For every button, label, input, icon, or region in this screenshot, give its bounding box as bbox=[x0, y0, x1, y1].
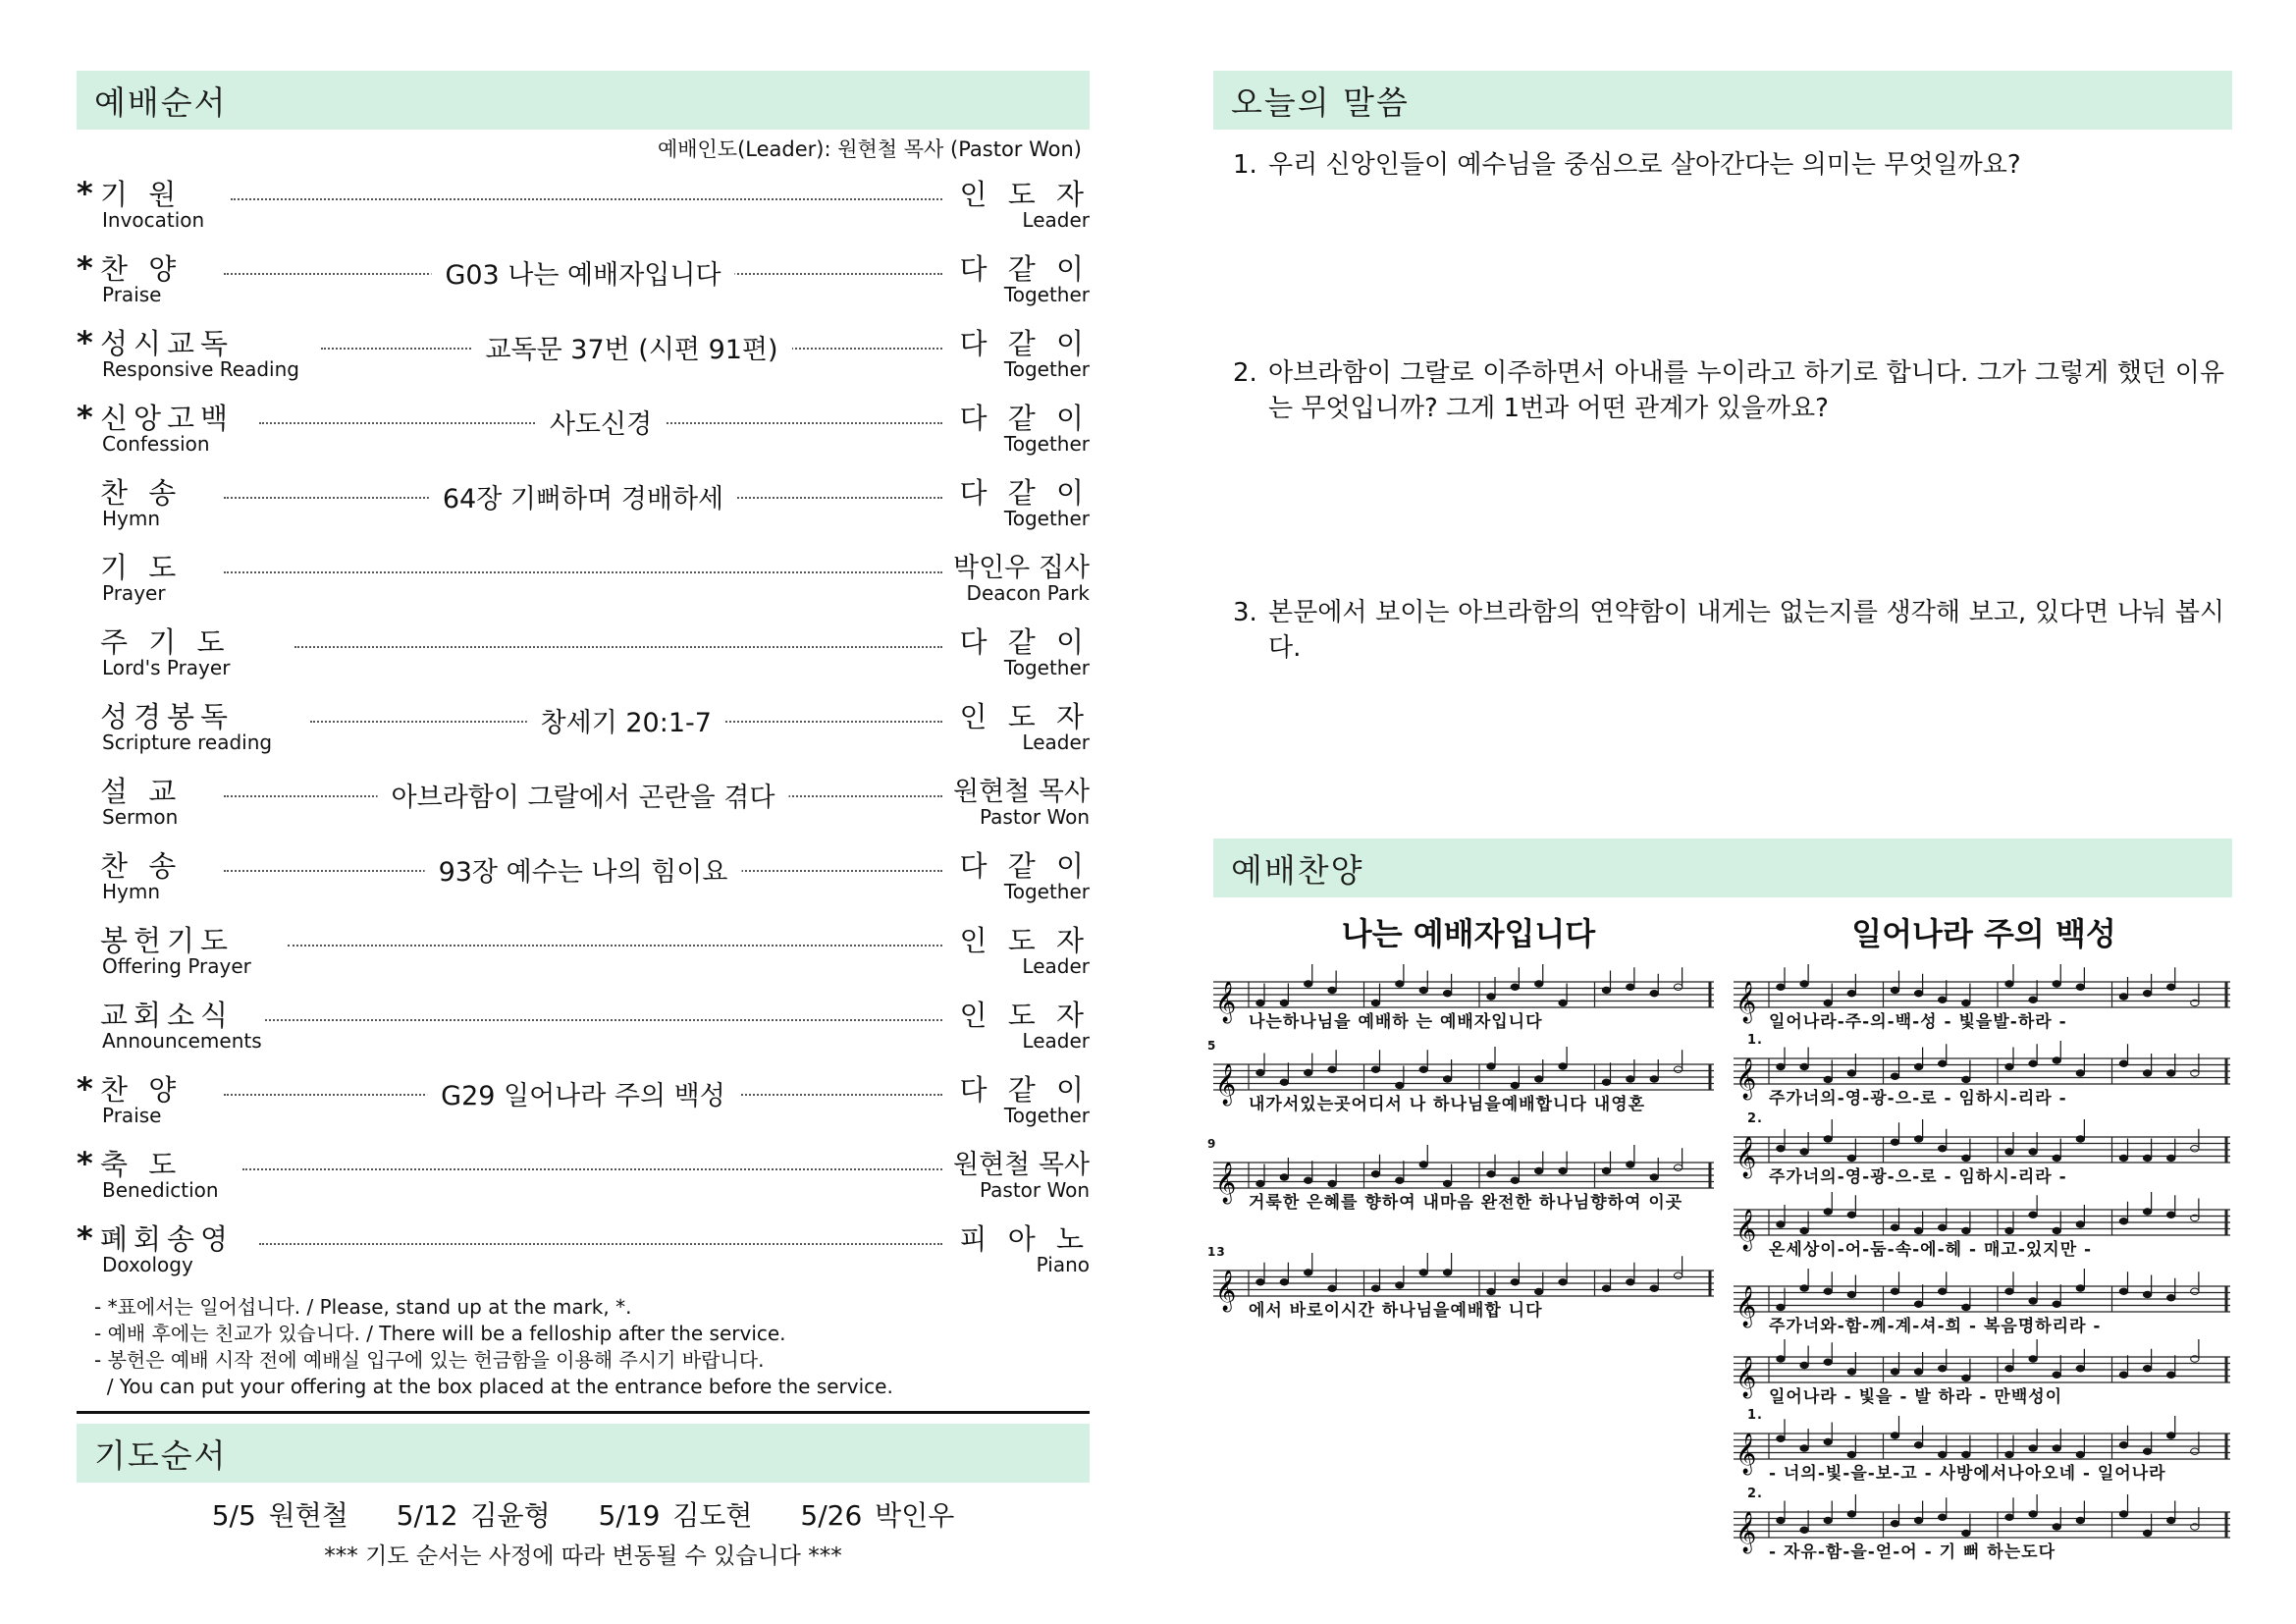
order-row bbox=[77, 919, 1090, 988]
order-row bbox=[77, 1068, 1090, 1137]
item-person-english: Together bbox=[1003, 507, 1090, 530]
standing-mark: * bbox=[77, 1219, 93, 1257]
order-row bbox=[77, 247, 1090, 316]
question-number: 1. bbox=[1233, 150, 1257, 180]
note-line: - 예배 후에는 친교가 있습니다. / There will be a felloship after the service. bbox=[94, 1322, 786, 1345]
order-row bbox=[77, 844, 1090, 913]
item-person-english: Together bbox=[1003, 656, 1090, 679]
song1-title: 나는 예배자입니다 bbox=[1341, 915, 1596, 952]
notes bbox=[94, 1294, 893, 1400]
prayer-order-title: 기도순서 bbox=[94, 1435, 228, 1475]
standing-mark: * bbox=[77, 324, 93, 361]
order-row bbox=[77, 397, 1090, 465]
item-person-english: Together bbox=[1003, 283, 1090, 306]
item-korean: 신앙고백 bbox=[100, 402, 235, 435]
item-english: Lord's Prayer bbox=[102, 656, 231, 679]
item-content: G29 일어나라 주의 백성 bbox=[427, 1074, 739, 1112]
item-english: Praise bbox=[102, 283, 162, 306]
item-content: 사도신경 bbox=[536, 403, 666, 441]
leader-dots bbox=[288, 945, 943, 947]
order-row bbox=[77, 173, 1090, 242]
prayer-date: 5/5 원현철 bbox=[211, 1499, 348, 1532]
leader-dots bbox=[231, 198, 942, 200]
prayer-order-header bbox=[77, 1424, 1090, 1483]
item-person-english: Leader bbox=[1022, 1029, 1090, 1053]
item-english: Prayer bbox=[102, 581, 166, 605]
item-content: 교독문 37번 (시편 91편) bbox=[471, 328, 791, 366]
item-korean: 성경봉독 bbox=[100, 700, 235, 733]
item-korean: 찬 송 bbox=[100, 849, 183, 883]
item-person-english: Leader bbox=[1022, 954, 1090, 978]
item-person: 원현철 목사 bbox=[953, 1150, 1090, 1180]
svg-text:𝄞: 𝄞 bbox=[1215, 1163, 1237, 1203]
lyric-line: 에서 바로이시간 하나님을예배합 니다 bbox=[1249, 1301, 1543, 1321]
svg-text:𝄞: 𝄞 bbox=[1735, 1058, 1757, 1099]
prayer-date: 5/19 김도현 bbox=[598, 1499, 753, 1532]
order-row bbox=[77, 546, 1090, 615]
item-person-english: Together bbox=[1003, 1104, 1090, 1127]
question-3 bbox=[1233, 595, 2224, 666]
question-2 bbox=[1233, 355, 2224, 426]
measure-number: 9 bbox=[1207, 1137, 1217, 1151]
item-content: 아브라함이 그랄에서 곤란을 겪다 bbox=[378, 776, 789, 814]
note-line: - *표에서는 일어섭니다. / Please, stand up at the mark, *. bbox=[94, 1295, 632, 1319]
leader-dots bbox=[294, 646, 942, 648]
volta-mark: 2. bbox=[1747, 1111, 1763, 1126]
item-english: Invocation bbox=[102, 208, 205, 232]
item-person: 다 같 이 bbox=[959, 252, 1090, 286]
note-line: / You can put your offering at the box placed at the entrance before the service. bbox=[94, 1375, 893, 1398]
svg-text:𝄞: 𝄞 bbox=[1215, 982, 1237, 1022]
svg-text:𝄞: 𝄞 bbox=[1215, 1064, 1237, 1105]
item-english: Hymn bbox=[102, 507, 161, 530]
item-person: 다 같 이 bbox=[959, 402, 1090, 435]
praise-header bbox=[1213, 839, 2232, 897]
item-english: Confession bbox=[102, 432, 210, 456]
item-person: 다 같 이 bbox=[959, 327, 1090, 360]
order-row bbox=[77, 322, 1090, 391]
item-korean: 봉헌기도 bbox=[100, 924, 235, 957]
prayer-date: 5/26 박인우 bbox=[800, 1499, 955, 1532]
item-korean: 성시교독 bbox=[100, 327, 235, 360]
todays-word-header bbox=[1213, 71, 2232, 130]
item-english: Announcements bbox=[102, 1029, 262, 1053]
divider bbox=[77, 1411, 1090, 1414]
worship-order-header bbox=[77, 71, 1090, 130]
lyric-line: 내가서있는곳어디서 나 하나님을예배합니다 내영혼 bbox=[1249, 1095, 1646, 1114]
item-person-english: Pastor Won bbox=[979, 1178, 1090, 1202]
item-person: 인 도 자 bbox=[959, 999, 1090, 1032]
item-korean: 찬 양 bbox=[100, 1073, 183, 1107]
order-row bbox=[77, 1143, 1090, 1212]
item-english: Scripture reading bbox=[102, 731, 273, 754]
item-person: 다 같 이 bbox=[959, 625, 1090, 659]
item-english: Doxology bbox=[102, 1253, 193, 1276]
question-number: 2. bbox=[1233, 358, 1257, 388]
lyric-line: 일어나라-주-의-백-성 - 빛을발-하라 - bbox=[1769, 1012, 2067, 1032]
item-content: 93장 예수는 나의 힘이요 bbox=[425, 850, 742, 889]
order-row bbox=[77, 695, 1090, 764]
item-person: 인 도 자 bbox=[959, 178, 1090, 211]
standing-mark: * bbox=[77, 249, 93, 287]
note-line: - 봉헌은 예배 시작 전에 예배실 입구에 있는 헌금함을 이용해 주시기 바랍니다. bbox=[94, 1348, 765, 1372]
item-korean: 기 원 bbox=[100, 178, 183, 211]
question-text: 본문에서 보이는 아브라함의 연약함이 내게는 없는지를 생각해 보고, 있다면 나눠 봅시다. bbox=[1268, 598, 2224, 663]
item-english: Hymn bbox=[102, 880, 161, 903]
item-person: 다 같 이 bbox=[959, 849, 1090, 883]
standing-mark: * bbox=[77, 1070, 93, 1108]
item-english: Offering Prayer bbox=[102, 954, 251, 978]
standing-mark: * bbox=[77, 175, 93, 212]
item-person-english: Deacon Park bbox=[966, 581, 1090, 605]
question-number: 3. bbox=[1233, 598, 1257, 627]
item-person-english: Together bbox=[1003, 880, 1090, 903]
lyric-line: 주가너의-영-광-으-로 - 임하시-리라 - bbox=[1769, 1167, 2067, 1187]
item-person-english: Leader bbox=[1022, 731, 1090, 754]
item-person: 인 도 자 bbox=[959, 700, 1090, 733]
svg-text:𝄞: 𝄞 bbox=[1735, 1210, 1757, 1250]
item-person: 다 같 이 bbox=[959, 1073, 1090, 1107]
lyric-line: 거룩한 은혜를 향하여 내마음 완전한 하나님향하여 이곳 bbox=[1249, 1193, 1683, 1213]
prayer-note: *** 기도 순서는 사정에 따라 변동될 수 있습니다 *** bbox=[324, 1543, 842, 1569]
order-row bbox=[77, 770, 1090, 839]
song2-title: 일어나라 주의 백성 bbox=[1851, 915, 2116, 952]
leader-dots bbox=[242, 1168, 943, 1170]
praise-title: 예배찬양 bbox=[1231, 850, 1364, 890]
item-person-english: Leader bbox=[1022, 208, 1090, 232]
leader-dots bbox=[259, 1243, 942, 1245]
question-text: 우리 신앙인들이 예수님을 중심으로 살아간다는 의미는 무엇일까요? bbox=[1268, 150, 2021, 180]
item-korean: 찬 양 bbox=[100, 252, 183, 286]
worship-order-title: 예배순서 bbox=[94, 82, 228, 122]
todays-word-title: 오늘의 말씀 bbox=[1231, 82, 1410, 122]
standing-mark: * bbox=[77, 1145, 93, 1182]
svg-text:𝄞: 𝄞 bbox=[1735, 1512, 1757, 1552]
order-row bbox=[77, 471, 1090, 540]
svg-text:𝄞: 𝄞 bbox=[1215, 1271, 1237, 1311]
lyric-line: 온세상이-어-둠-속-에-헤 - 매고-있지만 - bbox=[1769, 1240, 2093, 1260]
item-korean: 축 도 bbox=[100, 1148, 183, 1181]
lyric-line: 일어나라 - 빛을 - 발 하라 - 만백성이 bbox=[1769, 1387, 2063, 1407]
item-korean: 폐회송영 bbox=[100, 1222, 235, 1256]
lyric-line: 나는하나님을 예배하 는 예배자입니다 bbox=[1249, 1012, 1543, 1032]
item-person: 박인우 집사 bbox=[953, 553, 1090, 583]
item-korean: 기 도 bbox=[100, 551, 183, 584]
svg-text:𝄞: 𝄞 bbox=[1735, 1137, 1757, 1177]
standing-mark: * bbox=[77, 399, 93, 436]
svg-text:𝄞: 𝄞 bbox=[1735, 1434, 1757, 1474]
volta-mark: 1. bbox=[1747, 1033, 1763, 1048]
lyric-line: 주가너와-함-께-계-셔-희 - 복음명하리라 - bbox=[1769, 1317, 2102, 1336]
item-korean: 찬 송 bbox=[100, 476, 183, 510]
item-korean: 설 교 bbox=[100, 775, 183, 808]
measure-number: 13 bbox=[1207, 1245, 1226, 1259]
item-content: 64장 기뻐하며 경배하세 bbox=[429, 477, 737, 515]
item-content: G03 나는 예배자입니다 bbox=[431, 253, 734, 292]
item-person-english: Together bbox=[1003, 432, 1090, 456]
question-text: 아브라함이 그랄로 이주하면서 아내를 누이라고 하기로 합니다. 그가 그렇게 했던 이유는 무엇입니까? 그게 1번과 어떤 관계가 있을까요? bbox=[1268, 358, 2224, 423]
svg-text:𝄞: 𝄞 bbox=[1735, 1286, 1757, 1326]
lyric-line: - 자유-함-을-얻-어 - 기 뻐 하는도다 bbox=[1769, 1543, 2056, 1562]
leader-line: 예배인도(Leader): 원현철 목사 (Pastor Won) bbox=[657, 137, 1082, 161]
leader-dots bbox=[265, 1019, 943, 1021]
item-korean: 주 기 도 bbox=[100, 625, 231, 659]
order-row bbox=[77, 621, 1090, 689]
volta-mark: 1. bbox=[1747, 1408, 1763, 1423]
order-row bbox=[77, 1218, 1090, 1286]
item-person-english: Pastor Won bbox=[979, 805, 1090, 829]
item-english: Responsive Reading bbox=[102, 357, 299, 381]
item-person: 다 같 이 bbox=[959, 476, 1090, 510]
item-english: Sermon bbox=[102, 805, 179, 829]
item-english: Benediction bbox=[102, 1178, 219, 1202]
question-1 bbox=[1233, 147, 2224, 183]
svg-text:𝄞: 𝄞 bbox=[1735, 1357, 1757, 1397]
prayer-date: 5/12 김윤형 bbox=[396, 1499, 551, 1532]
lyric-line: 주가너의-영-광-으-로 - 임하시-리라 - bbox=[1769, 1089, 2067, 1109]
leader-dots bbox=[224, 571, 942, 573]
lyric-line: - 너의-빛-을-보-고 - 사방에서나아오네 - 일어나라 bbox=[1769, 1464, 2166, 1484]
item-content: 창세기 20:1-7 bbox=[527, 701, 725, 739]
prayer-dates bbox=[77, 1494, 1090, 1534]
item-person-english: Piano bbox=[1036, 1253, 1090, 1276]
item-person: 원현철 목사 bbox=[953, 777, 1090, 807]
measure-number: 5 bbox=[1207, 1039, 1217, 1053]
item-person-english: Together bbox=[1003, 357, 1090, 381]
item-person: 인 도 자 bbox=[959, 924, 1090, 957]
svg-text:𝄞: 𝄞 bbox=[1735, 982, 1757, 1022]
item-person: 피 아 노 bbox=[959, 1222, 1090, 1256]
item-korean: 교회소식 bbox=[100, 999, 235, 1032]
item-english: Praise bbox=[102, 1104, 162, 1127]
volta-mark: 2. bbox=[1747, 1487, 1763, 1501]
order-row bbox=[77, 994, 1090, 1062]
